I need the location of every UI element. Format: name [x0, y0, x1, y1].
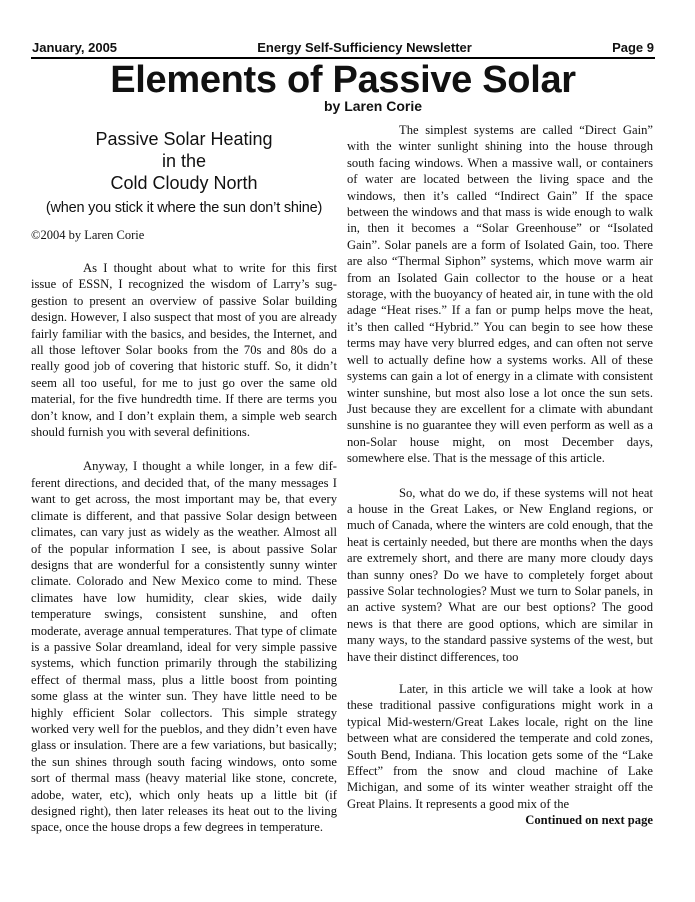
subtitle-block	[31, 128, 337, 194]
subtitle-parenthetical: (when you stick it where the sun don’t shine)	[45, 200, 323, 216]
paragraph-5	[347, 681, 653, 812]
article-columns	[31, 122, 655, 902]
paragraph-4	[347, 485, 653, 665]
paragraph-3-text: The simplest systems are called “Direct Gain” with the winter sunlight shining into the house through south facing windows. When a massive wall, or containers of water are located between the living space and the windows, then it’s called “Indirect Gain” If the space between the windows and that mass is wide enough to walk in, then it becomes a “Solar Greenhouse” or “Isolated Gain”. Solar panels are a form of Isolated Gain, too. There are also “Thermal Siphon” systems, which move warm air from an Isolated Gain collector to the house or a heat storage, with the buoyancy of heated air, in tune with the old adage “Heat rises.” If a fan or pump helps move the heat, it’s then called “Hybrid.” You can begin to see how these terms may have very blurred edges, and can often not serve well to actually define how a systems works. All of these systems can gain a lot of energy in a climate with consistent winter sunshine, but most also lose a lot once the sun sets. Just because they are excellent for a climate with abundant sunshine is no guarantee they will even perform as well as a non-Solar house might, on most December days, somewhere else. That is the message of this article.	[347, 123, 653, 466]
subtitle-line-1: Passive Solar Heating	[95, 129, 273, 149]
publication-name: Energy Self-Sufficiency Newsletter	[257, 40, 472, 55]
paragraph-2-text: Anyway, I thought a while longer, in a few different directions, and decided that, of the many messages I want to get across, the most important may be, that every climate is different, and that passive Solar design between climates, can vary just as widely as the weather. Almost all of the popular information I see, is about passive Solar designs that are wonderful for a consistently sunny winter climate. Colorado and New Mexico come to mind. These climates have low humidity, clear skies, wide daily temperature swings, consistent sunshine, and often moderate, average annual temperatures. That type of climate is a passive Solar dreamland, ideal for very simple passive systems, which function primarily through the stabilizing effect of thermal mass, plus a little boost from pointing some glass at the winter sun. They have little need to be highly efficient Solar collectors. This simple strategy worked very well for the pueblos, and they didn’t even have glass or insulation. There are a few variations, but basically; the sun shines through south facing windows, onto some sort of thermal mass (heavy material like stone, concrete, adobe, water, etc), which only heats up a little bit (if designed right), then later releases its heat out to the living space, once the house drops a few degrees in temperature.	[31, 459, 337, 835]
paragraph-4-text: So, what do we do, if these systems will not heat a house in the Great Lakes, or New England regions, or much of Canada, where the winters are cold enough, that the heat is certainly needed, but there are months when the days are extremely short, and there are many more cloudy days than sunny ones? Do we have to completely forget about passive Solar technologies? Must we turn to Solar panels, in an active system? What are our best options? The good news is that there are good options, which are similar in many ways, to the standard passive systems of the west, but have their distinct differences, too	[347, 485, 653, 664]
left-column	[31, 122, 337, 836]
running-header	[31, 38, 655, 55]
paragraph-2	[31, 458, 337, 835]
article-byline: by Laren Corie	[323, 98, 423, 114]
newsletter-page	[31, 38, 655, 835]
subtitle-line-2: in the	[161, 151, 207, 171]
right-column	[347, 122, 653, 829]
paragraph-3	[347, 122, 653, 467]
paragraph-1	[31, 260, 337, 440]
subtitle-line-3: Cold Cloudy North	[110, 173, 258, 193]
issue-date: January, 2005	[32, 40, 118, 55]
paragraph-1-text: As I thought about what to write for this first issue of ESSN, I recognized the wisdom of Larry’s suggestion to present an overview of passive Solar building design. However, I also suspect that most of you are already fairly familiar with the basics, and besides, the Internet, and all those leftover Solar books from the 70s and 80s do a really good job of covering that historic stuff. So, it didn’t seem all too useful, for me to just go over the same old material, for the five hundredth time. If there are terms you don’t know, and I don’t explain them, a simple web search should furnish you with several definitions.	[31, 261, 337, 440]
paragraph-5-text: Later, in this article we will take a look at how these traditional passive configurations might work in a typical Mid-western/Great Lakes locale, right on the line between what are considered the temperate and cold zones, South Bend, Indiana. This location gets some of the “Lake Effect” from the snow and cloud machine of Lake Michigan, and some of its winter weather straight off the Great Plains. It represents a good mix of the	[347, 682, 653, 811]
copyright-notice: ©2004 by Laren Corie	[31, 228, 145, 242]
continued-notice: Continued on next page	[525, 813, 653, 828]
page-number: Page 9	[612, 40, 654, 55]
article-title: Elements of Passive Solar	[110, 59, 576, 101]
